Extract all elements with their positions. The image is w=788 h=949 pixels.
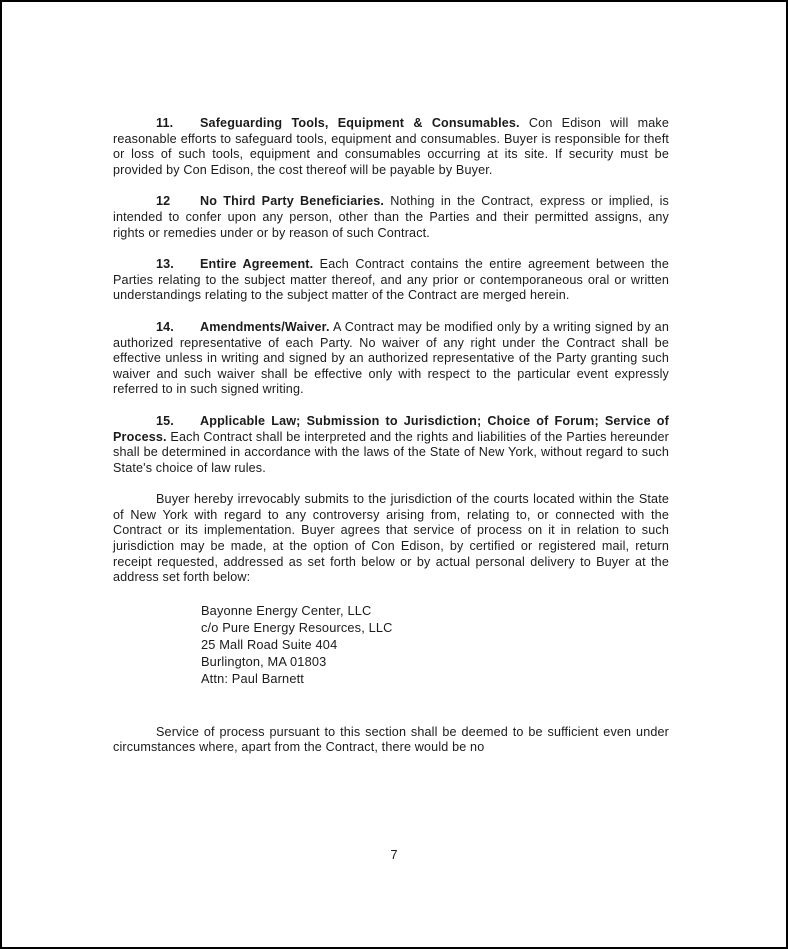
page-number: 7 [390,847,398,862]
address-line: Attn: Paul Barnett [201,670,305,686]
notice-address [113,602,669,687]
section-number: 11. [156,116,174,130]
address-line: c/o Pure Energy Resources, LLC [201,619,393,635]
section-number: 14. [156,319,174,334]
address-line: Burlington, MA 01803 [201,653,327,669]
section-11 [113,116,669,178]
section-13 [113,257,669,304]
section-text: Con Edison will make reasonable efforts to safeguard tools, equipment and consumables. Buyer is responsible for theft or loss of such tools, equipment and consumables occurring at its site. If security must be provided by Con Edison, the cost thereof will be payable by Buyer. [113,116,669,177]
section-15 [113,414,669,476]
section-14 [113,320,669,398]
section-heading: Applicable Law; Submission to Jurisdiction; Choice of Forum; Service of Process. [113,413,669,444]
section-text: Nothing in the Contract, express or implied, is intended to confer upon any person, other than the Parties and their permitted assigns, any rights or remedies under or by reason of such Contract. [113,194,669,240]
section-number: 15. [156,413,174,428]
document-body [113,116,669,772]
section-heading: Entire Agreement. [200,257,314,272]
section-heading: No Third Party Beneficiaries. [200,194,385,209]
service-paragraph: Service of process pursuant to this section shall be deemed to be sufficient even under circumstances where, apart from the Contract, there would be no [113,724,669,755]
address-line: Bayonne Energy Center, LLC [201,602,372,618]
section-heading: Amendments/Waiver. [200,319,330,334]
section-number: 13. [156,257,174,272]
section-text: Each Contract shall be interpreted and the rights and liabilities of the Parties hereunder shall be determined in accordance with the laws of the State of New York, without regard to such State's choice of law rules. [113,429,669,475]
section-text: Each Contract contains the entire agreement between the Parties relating to the subject matter thereof, and any prior or contemporaneous oral or written understandings relating to the subject matter of the Contract are merged herein. [113,257,669,303]
section-text: A Contract may be modified only by a writing signed by an authorized representative of each Party. No waiver of any right under the Contract shall be effective unless in writing and signed by an authorized representative of the Party granting such waiver and such waiver shall be effective only with respect to the particular event expressly referred to in such signed writing. [113,319,669,397]
address-line: 25 Mall Road Suite 404 [201,636,338,652]
jurisdiction-paragraph: Buyer hereby irrevocably submits to the jurisdiction of the courts located within the State of New York with regard to any controversy arising from, relating to, or connected with the Contract or its implementation. Buyer agrees that service of process on it in relation to such jurisdiction may be made, at the option of Con Edison, by certified or registered mail, return receipt requested, addressed as set forth below or by actual personal delivery to Buyer at the address set forth below: [113,492,669,585]
section-12 [113,194,669,241]
section-number: 12 [156,194,171,209]
section-heading: Safeguarding Tools, Equipment & Consumables. [200,116,520,130]
